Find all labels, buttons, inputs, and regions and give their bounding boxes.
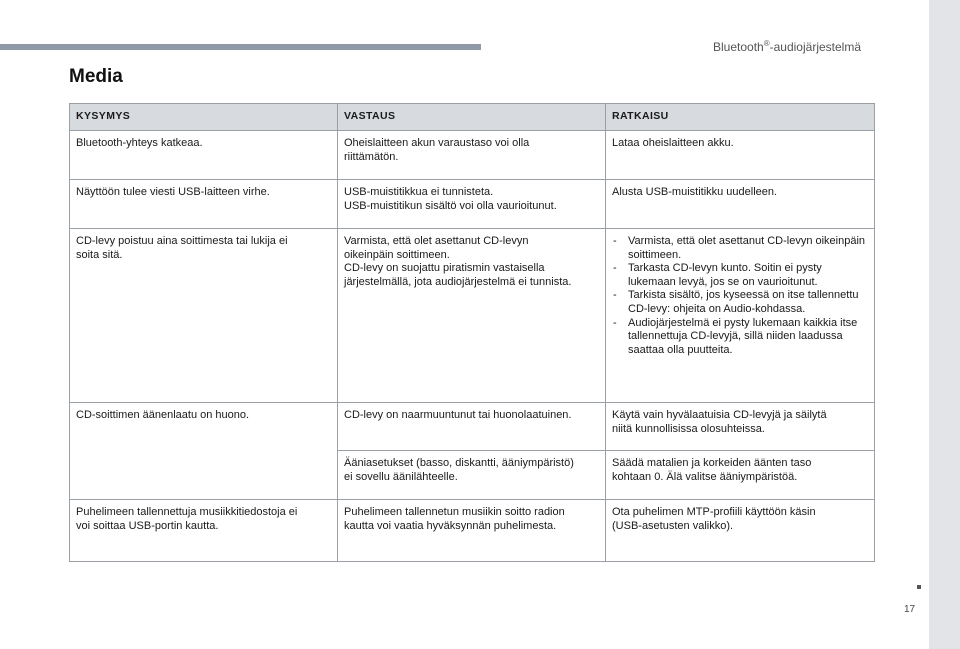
section-header-title: Bluetooth®-audiojärjestelmä bbox=[713, 39, 862, 54]
table-row bbox=[70, 403, 875, 451]
solution-cell: Käytä vain hyvälaatuisia CD-levyjä ja säilytä niitä kunnollisissa olosuhteissa. bbox=[606, 403, 875, 451]
question-cell: Bluetooth-yhteys katkeaa. bbox=[70, 131, 338, 180]
top-accent-bar bbox=[0, 44, 481, 50]
list-item: - Audiojärjestelmä ei pysty lukemaan kaikkia itse tallennettuja CD-levyjä, sillä niiden laadussa saattaa olla puutteita. bbox=[613, 316, 858, 356]
page-marker-icon bbox=[917, 585, 921, 589]
troubleshooting-table bbox=[69, 103, 875, 562]
column-header-solution: RATKAISU bbox=[606, 104, 875, 131]
answer-cell: Puhelimeen tallennetun musiikin soitto radion kautta voi vaatia hyväksynnän puhelimesta. bbox=[338, 500, 606, 562]
answer-cell: Varmista, että olet asettanut CD-levyn oikeinpäin soittimeen. CD-levy on suojattu piratismin vastaisella järjestelmällä, jota audiojärjestelmä ei tunnista. bbox=[338, 229, 606, 403]
table-header-row bbox=[70, 104, 875, 131]
solution-cell bbox=[606, 229, 875, 403]
column-header-question: KYSYMYS bbox=[70, 104, 338, 131]
question-cell: CD-levy poistuu aina soittimesta tai lukija ei soita sitä. bbox=[70, 229, 338, 403]
page-number: 17 bbox=[904, 604, 916, 615]
answer-cell: Oheislaitteen akun varaustaso voi olla riittämätön. bbox=[338, 131, 606, 180]
table-row bbox=[70, 500, 875, 562]
table-row bbox=[70, 229, 875, 403]
solution-cell: Ota puhelimen MTP-profiili käyttöön käsin (USB-asetusten valikko). bbox=[606, 500, 875, 562]
question-cell: Puhelimeen tallennettuja musiikkitiedostoja ei voi soittaa USB-portin kautta. bbox=[70, 500, 338, 562]
solution-list bbox=[612, 235, 868, 357]
solution-cell: Alusta USB-muistitikku uudelleen. bbox=[606, 180, 875, 229]
side-strip bbox=[929, 0, 960, 649]
answer-cell: USB-muistitikkua ei tunnisteta. USB-muistitikun sisältö voi olla vaurioitunut. bbox=[338, 180, 606, 229]
list-item: - Tarkasta CD-levyn kunto. Soitin ei pysty lukemaan levyä, jos se on vaurioitunut. bbox=[613, 262, 822, 288]
column-header-answer: VASTAUS bbox=[338, 104, 606, 131]
table-row bbox=[70, 180, 875, 229]
question-cell: CD-soittimen äänenlaatu on huono. bbox=[70, 403, 338, 500]
page-title: Media bbox=[69, 66, 123, 87]
solution-cell: Lataa oheislaitteen akku. bbox=[606, 131, 875, 180]
list-item: - Varmista, että olet asettanut CD-levyn oikeinpäin soittimeen. bbox=[613, 235, 866, 261]
answer-cell: Ääniasetukset (basso, diskantti, ääniympäristö) ei sovellu äänilähteelle. bbox=[338, 451, 606, 500]
answer-cell: CD-levy on naarmuuntunut tai huonolaatuinen. bbox=[338, 403, 606, 451]
question-cell: Näyttöön tulee viesti USB-laitteen virhe. bbox=[70, 180, 338, 229]
list-item: - Tarkista sisältö, jos kyseessä on itse tallennettu CD-levy: ohjeita on Audio-kohdassa. bbox=[613, 289, 859, 315]
solution-cell: Säädä matalien ja korkeiden äänten taso kohtaan 0. Älä valitse ääniympäristöä. bbox=[606, 451, 875, 500]
table-row bbox=[70, 131, 875, 180]
